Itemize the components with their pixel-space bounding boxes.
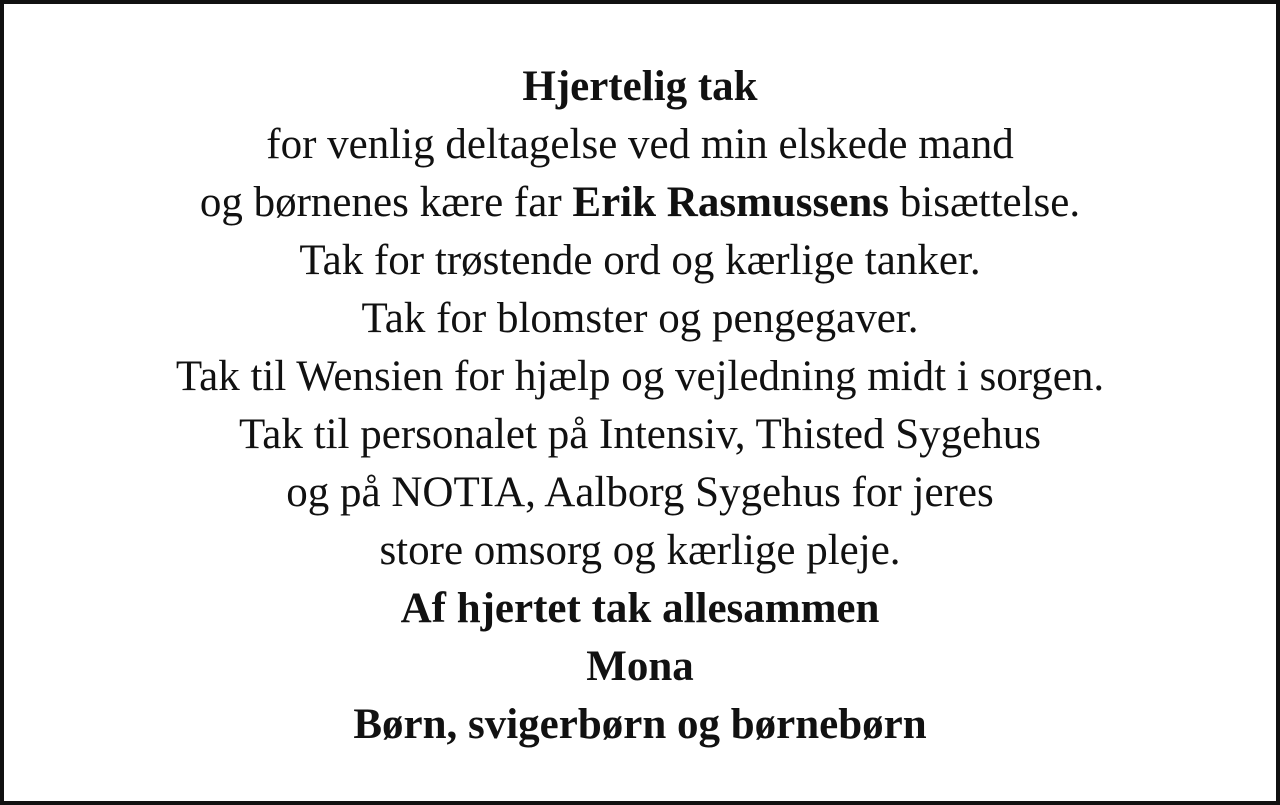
notice-line-7: og på NOTIA, Aalborg Sygehus for jeres (286, 469, 994, 516)
notice-line-3: Tak for trøstende ord og kærlige tanker. (299, 237, 981, 284)
notice-line-5: Tak til Wensien for hjælp og vejledning midt i sorgen. (175, 353, 1105, 400)
notice-line-8: store omsorg og kærlige pleje. (379, 527, 901, 574)
notice-line-6: Tak til personalet på Intensiv, Thisted Sygehus (239, 411, 1041, 458)
notice-line-2-after: bisættelse. (889, 179, 1081, 226)
signature-name: Mona (586, 643, 694, 690)
notice-line-2-before: og børnenes kære far (199, 179, 573, 226)
notice-line-2 (4, 174, 1276, 232)
deceased-name: Erik Rasmussens (572, 179, 890, 226)
notice-line-1: for venlig deltagelse ved min elskede mand (266, 121, 1014, 168)
notice-line-4: Tak for blomster og pengegaver. (361, 295, 919, 342)
closing-line: Af hjertet tak allesammen (400, 585, 880, 632)
notice-title: Hjertelig tak (522, 63, 758, 110)
signature-family: Børn, svigerbørn og børnebørn (353, 701, 927, 748)
